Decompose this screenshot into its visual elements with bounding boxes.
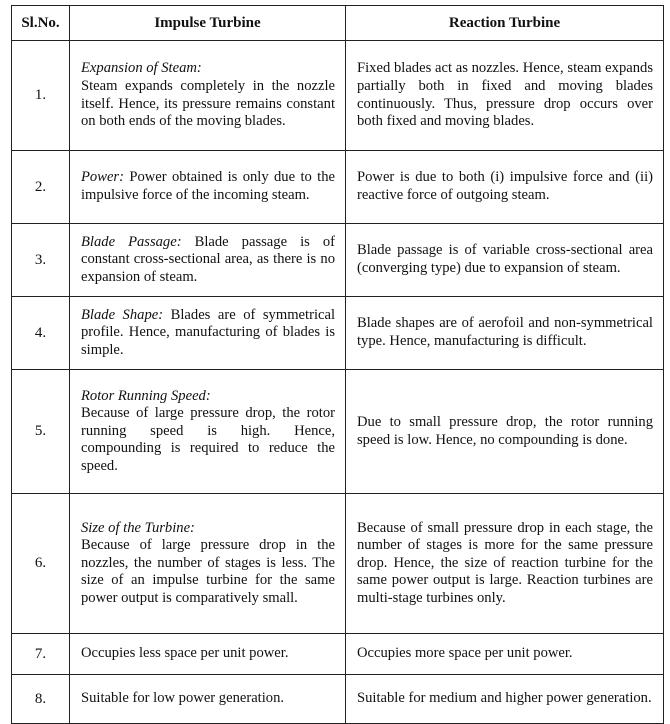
impulse-cell [70,675,346,724]
row-number: 8. [12,675,70,724]
table-row [12,634,664,675]
impulse-text: Because of large pressure drop, the rotor running speed is high. Hence, compounding is required to reduce the speed. [81,405,335,474]
table-row [12,41,664,151]
reaction-text: Due to small pressure drop, the rotor running speed is low. Hence, no compounding is done. [357,413,653,448]
reaction-text: Power is due to both (i) impulsive force and (ii) reactive force of outgoing steam. [357,169,653,203]
table-row [12,370,664,494]
reaction-text: Occupies more space per unit power. [357,645,573,662]
reaction-cell [346,224,664,297]
comparison-table [11,5,664,724]
row-number: 6. [12,494,70,634]
reaction-text: Blade shapes are of aerofoil and non-symmetrical type. Hence, manufacturing is difficult. [357,315,653,349]
reaction-text: Blade passage is of variable cross-sectional area (converging type) due to expansion of steam. [357,242,653,276]
reaction-cell [346,634,664,675]
header-sl-no: Sl.No. [12,6,70,41]
impulse-cell [70,370,346,494]
table-row [12,494,664,634]
row-number: 3. [12,224,70,297]
reaction-text: Because of small pressure drop in each stage, the number of stages is more for the same pressure drop. Hence, the size of reaction turbine for the same power output is large. Reaction turbines are multi-stage turbines only. [357,519,653,606]
impulse-text: Because of large pressure drop in the nozzles, the number of stages is less. The size of an impulse turbine for the same power output is comparatively small. [81,537,335,606]
table-row [12,297,664,370]
row-number: 5. [12,370,70,494]
table-row [12,224,664,297]
impulse-cell [70,297,346,370]
table-row [12,151,664,224]
impulse-text-line [81,307,335,360]
impulse-text: Blade passage is of constant cross-sectional area, as there is no expansion of steam. [81,233,335,285]
impulse-cell [70,224,346,297]
impulse-cell [70,634,346,675]
impulse-text-line [81,234,335,287]
impulse-text: Suitable for low power generation. [81,690,285,707]
row-number: 4. [12,297,70,370]
impulse-heading: Rotor Running Speed: [81,387,211,404]
reaction-cell [346,297,664,370]
row-number: 7. [12,634,70,675]
impulse-heading: Blade Shape: [81,306,164,323]
impulse-heading: Power: [81,169,124,186]
impulse-text: Blades are of symmetrical profile. Hence, manufacturing of blades is simple. [81,306,336,358]
impulse-heading: Expansion of Steam: [81,60,202,77]
reaction-cell [346,675,664,724]
impulse-cell [70,41,346,151]
reaction-cell [346,494,664,634]
reaction-cell [346,370,664,494]
reaction-cell [346,41,664,151]
reaction-text: Fixed blades act as nozzles. Hence, steam expands partially both in fixed and moving blades continuously. Thus, pressure drop occurs over both fixed and moving blades. [357,60,653,130]
reaction-text: Suitable for medium and higher power generation. [357,690,652,707]
impulse-heading: Blade Passage: [81,233,182,250]
impulse-heading: Size of the Turbine: [81,519,195,536]
reaction-cell [346,151,664,224]
impulse-text: Steam expands completely in the nozzle itself. Hence, its pressure remains constant on both ends of the moving blades. [81,77,335,130]
impulse-text-line [81,169,335,204]
impulse-text: Occupies less space per unit power. [81,645,289,662]
impulse-cell [70,494,346,634]
impulse-cell [70,151,346,224]
header-impulse-turbine: Impulse Turbine [70,6,346,41]
header-reaction-turbine: Reaction Turbine [346,6,664,41]
row-number: 1. [12,41,70,151]
row-number: 2. [12,151,70,224]
table-header-row [12,6,664,41]
impulse-text: Power obtained is only due to the impulsive force of the incoming steam. [81,169,335,203]
table-row [12,675,664,724]
